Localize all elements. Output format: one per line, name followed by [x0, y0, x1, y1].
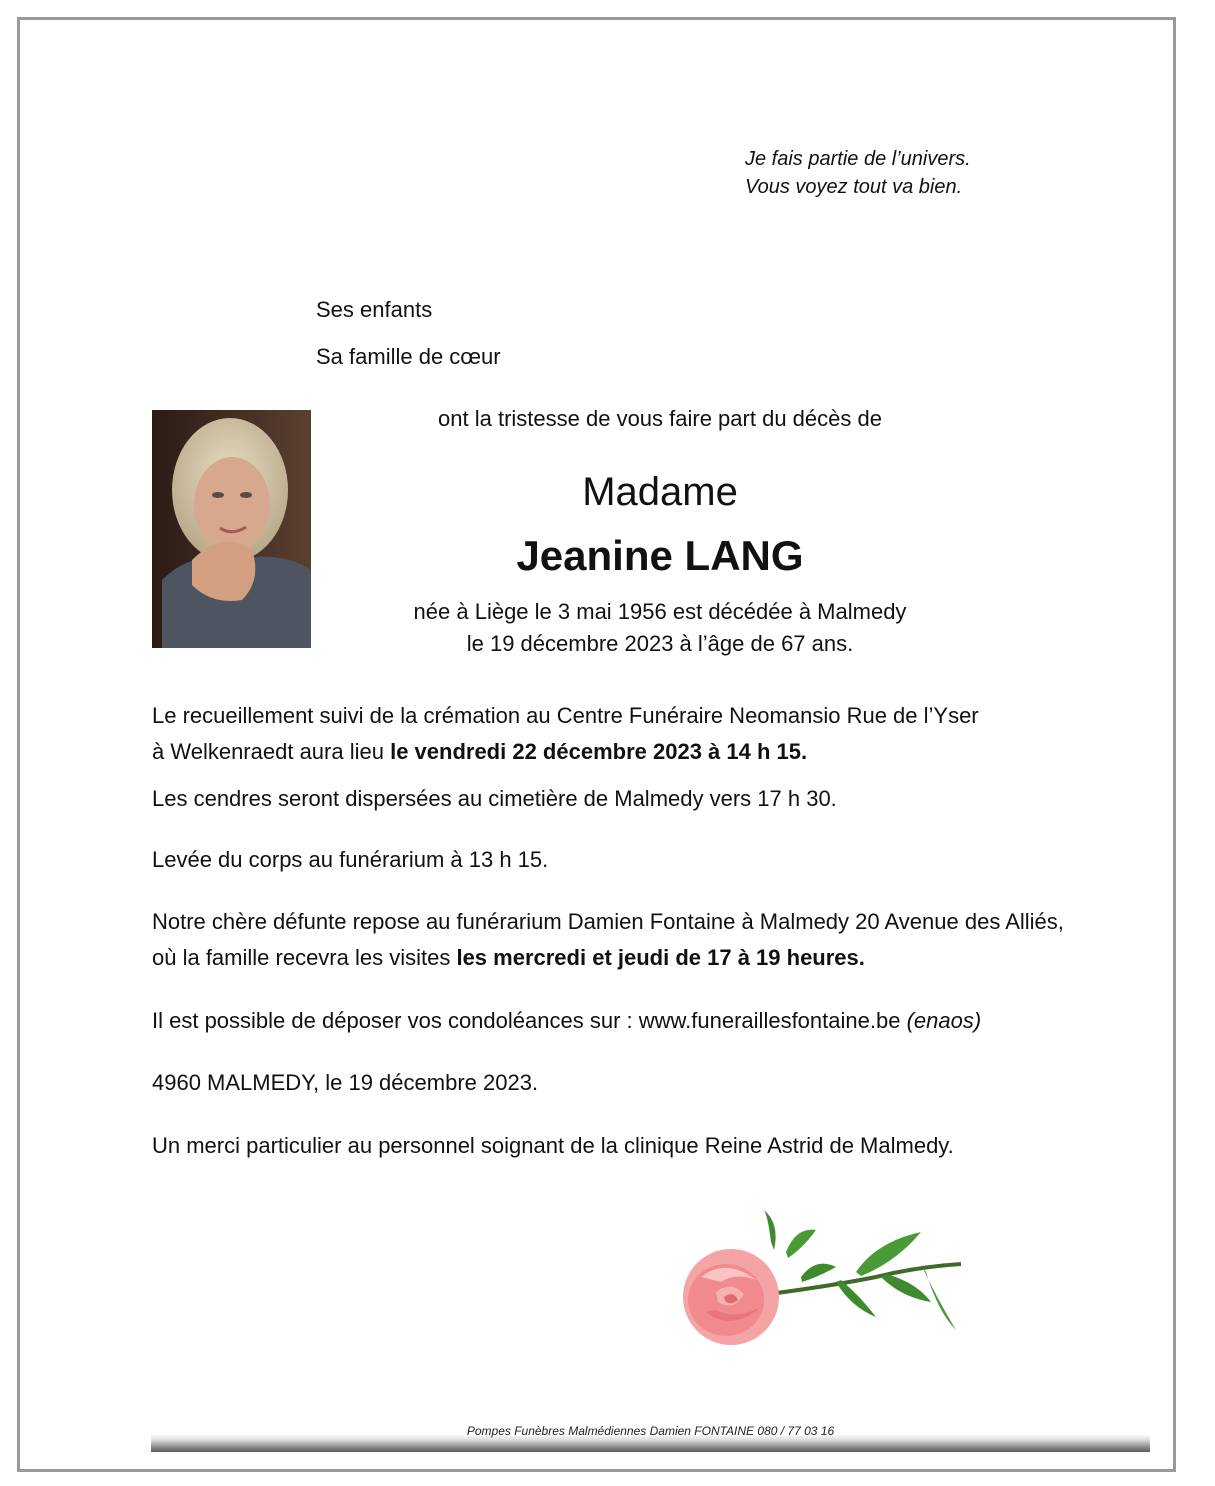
deceased-portrait-photo	[152, 410, 311, 648]
birth-death-line-2: le 19 décembre 2023 à l’âge de 67 ans.	[466, 631, 854, 656]
ceremony-line-2-prefix: à Welkenraedt aura lieu	[152, 739, 391, 764]
epigraph-quote	[745, 145, 971, 201]
ceremony-line-2	[152, 734, 807, 770]
ceremony-line-1: Le recueillement suivi de la crémation au Centre Funéraire Neomansio Rue de l’Yser	[152, 703, 979, 728]
family-line-children: Ses enfants	[316, 297, 433, 322]
ceremony-date-time: le vendredi 22 décembre 2023 à 14 h 15.	[390, 739, 808, 764]
announcement-text: ont la tristesse de vous faire part du décès de	[438, 406, 882, 431]
place-date-text: 4960 MALMEDY, le 19 décembre 2023.	[152, 1070, 539, 1095]
quote-line-2: Vous voyez tout va bien.	[745, 176, 963, 198]
quote-line-1: Je fais partie de l’univers.	[745, 148, 971, 170]
condolences-prefix: Il est possible de déposer vos condoléances sur : www.funeraillesfontaine.be	[152, 1008, 907, 1033]
rose-icon	[676, 1202, 966, 1352]
condolences-text	[152, 1003, 981, 1039]
footer-funeral-home: Pompes Funèbres Malmédiennes Damien FONTAINE 080 / 77 03 16	[466, 1424, 835, 1438]
birth-death-line-1: née à Liège le 3 mai 1956 est décédée à Malmedy	[413, 599, 907, 624]
condolences-note: (enaos)	[906, 1008, 982, 1033]
deceased-name: Jeanine LANG	[516, 532, 804, 579]
thanks-text: Un merci particulier au personnel soignant de la clinique Reine Astrid de Malmedy.	[152, 1133, 954, 1158]
body-lifting-text: Levée du corps au funérarium à 13 h 15.	[152, 847, 549, 872]
portrait-image	[152, 410, 311, 648]
rose-image	[676, 1202, 966, 1352]
visits-line-2	[152, 940, 865, 976]
visits-line-1: Notre chère défunte repose au funérarium Damien Fontaine à Malmedy 20 Avenue des Alliés,	[152, 909, 1064, 934]
ashes-dispersal-text: Les cendres seront dispersées au cimetière de Malmedy vers 17 h 30.	[152, 786, 837, 811]
visits-line-2-prefix: où la famille recevra les visites	[152, 945, 457, 970]
deceased-title: Madame	[582, 470, 738, 514]
family-line-heart: Sa famille de cœur	[316, 344, 501, 369]
footer-bar	[151, 1420, 1150, 1452]
visits-schedule: les mercredi et jeudi de 17 à 19 heures.	[456, 945, 865, 970]
